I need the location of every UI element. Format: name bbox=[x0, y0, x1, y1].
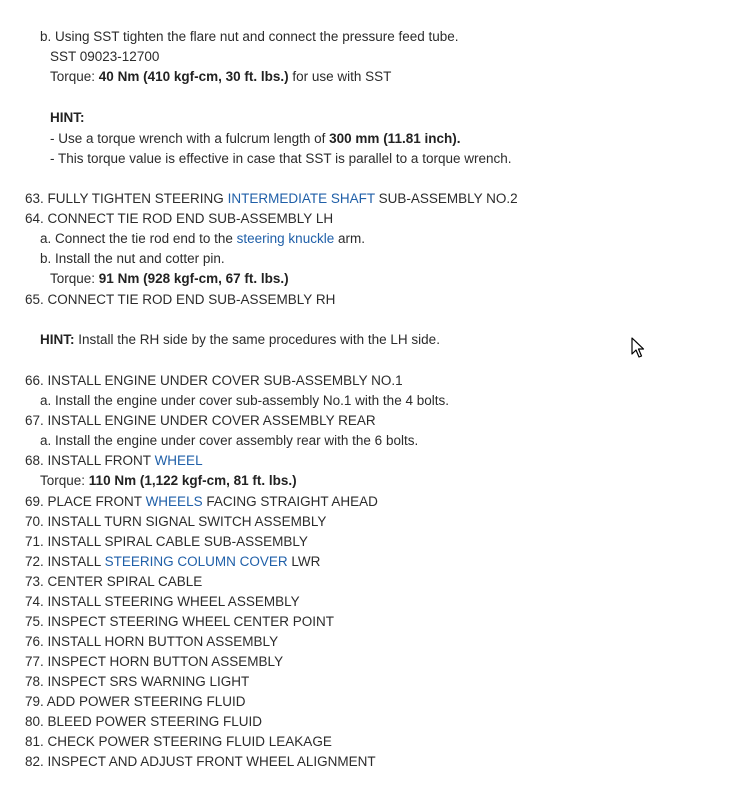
link-wheel[interactable]: WHEEL bbox=[154, 453, 203, 468]
step-81: 81. CHECK POWER STEERING FLUID LEAKAGE bbox=[25, 734, 332, 749]
step-80: 80. BLEED POWER STEERING FLUID bbox=[25, 714, 263, 729]
sst-number: SST 09023-12700 bbox=[50, 49, 160, 64]
step-67: 67. INSTALL ENGINE UNDER COVER ASSEMBLY REAR bbox=[25, 413, 376, 428]
link-intermediate-shaft[interactable]: INTERMEDIATE SHAFT bbox=[227, 191, 375, 206]
step-67-a: a. Install the engine under cover assembly rear with the 6 bolts. bbox=[40, 433, 419, 448]
hint-rh-side: HINT: Install the RH side by the same procedures with the LH side. bbox=[40, 332, 440, 347]
step-66-a: a. Install the engine under cover sub-assembly No.1 with the 4 bolts. bbox=[40, 393, 449, 408]
torque-spec-sst: Torque: 40 Nm (410 kgf-cm, 30 ft. lbs.) for use with SST bbox=[50, 69, 392, 84]
step-70: 70. INSTALL TURN SIGNAL SWITCH ASSEMBLY bbox=[25, 514, 327, 529]
link-steering-knuckle[interactable]: steering knuckle bbox=[236, 231, 335, 246]
hint-label: HINT: bbox=[50, 110, 85, 125]
torque-spec-wheel: Torque: 110 Nm (1,122 kgf-cm, 81 ft. lbs.) bbox=[40, 473, 297, 488]
link-wheels[interactable]: WHEELS bbox=[145, 494, 203, 509]
step-63: 63. FULLY TIGHTEN STEERING INTERMEDIATE SHAFT SUB-ASSEMBLY NO.2 bbox=[25, 191, 518, 206]
hint-item-parallel: - This torque value is effective in case that SST is parallel to a torque wrench. bbox=[50, 151, 512, 166]
hint-item-fulcrum: - Use a torque wrench with a fulcrum length of 300 mm (11.81 inch). bbox=[50, 131, 461, 146]
step-64-b: b. Install the nut and cotter pin. bbox=[40, 251, 225, 266]
step-82: 82. INSPECT AND ADJUST FRONT WHEEL ALIGNMENT bbox=[25, 754, 376, 769]
mouse-pointer-icon bbox=[631, 337, 645, 359]
step-77: 77. INSPECT HORN BUTTON ASSEMBLY bbox=[25, 654, 284, 669]
torque-spec-tie-rod: Torque: 91 Nm (928 kgf-cm, 67 ft. lbs.) bbox=[50, 271, 289, 286]
step-b-flare-nut: b. Using SST tighten the flare nut and connect the pressure feed tube. bbox=[40, 29, 459, 44]
step-76: 76. INSTALL HORN BUTTON ASSEMBLY bbox=[25, 634, 279, 649]
step-75: 75. INSPECT STEERING WHEEL CENTER POINT bbox=[25, 614, 335, 629]
step-73: 73. CENTER SPIRAL CABLE bbox=[25, 574, 203, 589]
step-78: 78. INSPECT SRS WARNING LIGHT bbox=[25, 674, 250, 689]
step-66: 66. INSTALL ENGINE UNDER COVER SUB-ASSEMBLY NO.1 bbox=[25, 373, 403, 388]
step-64: 64. CONNECT TIE ROD END SUB-ASSEMBLY LH bbox=[25, 211, 334, 226]
step-79: 79. ADD POWER STEERING FLUID bbox=[25, 694, 246, 709]
step-68: 68. INSTALL FRONT WHEEL bbox=[25, 453, 203, 468]
step-64-a: a. Connect the tie rod end to the steering knuckle arm. bbox=[40, 231, 365, 246]
step-72: 72. INSTALL STEERING COLUMN COVER LWR bbox=[25, 554, 321, 569]
step-69: 69. PLACE FRONT WHEELS FACING STRAIGHT AHEAD bbox=[25, 494, 378, 509]
step-74: 74. INSTALL STEERING WHEEL ASSEMBLY bbox=[25, 594, 300, 609]
step-71: 71. INSTALL SPIRAL CABLE SUB-ASSEMBLY bbox=[25, 534, 308, 549]
step-65: 65. CONNECT TIE ROD END SUB-ASSEMBLY RH bbox=[25, 292, 336, 307]
link-steering-column-cover[interactable]: STEERING COLUMN COVER bbox=[104, 554, 288, 569]
